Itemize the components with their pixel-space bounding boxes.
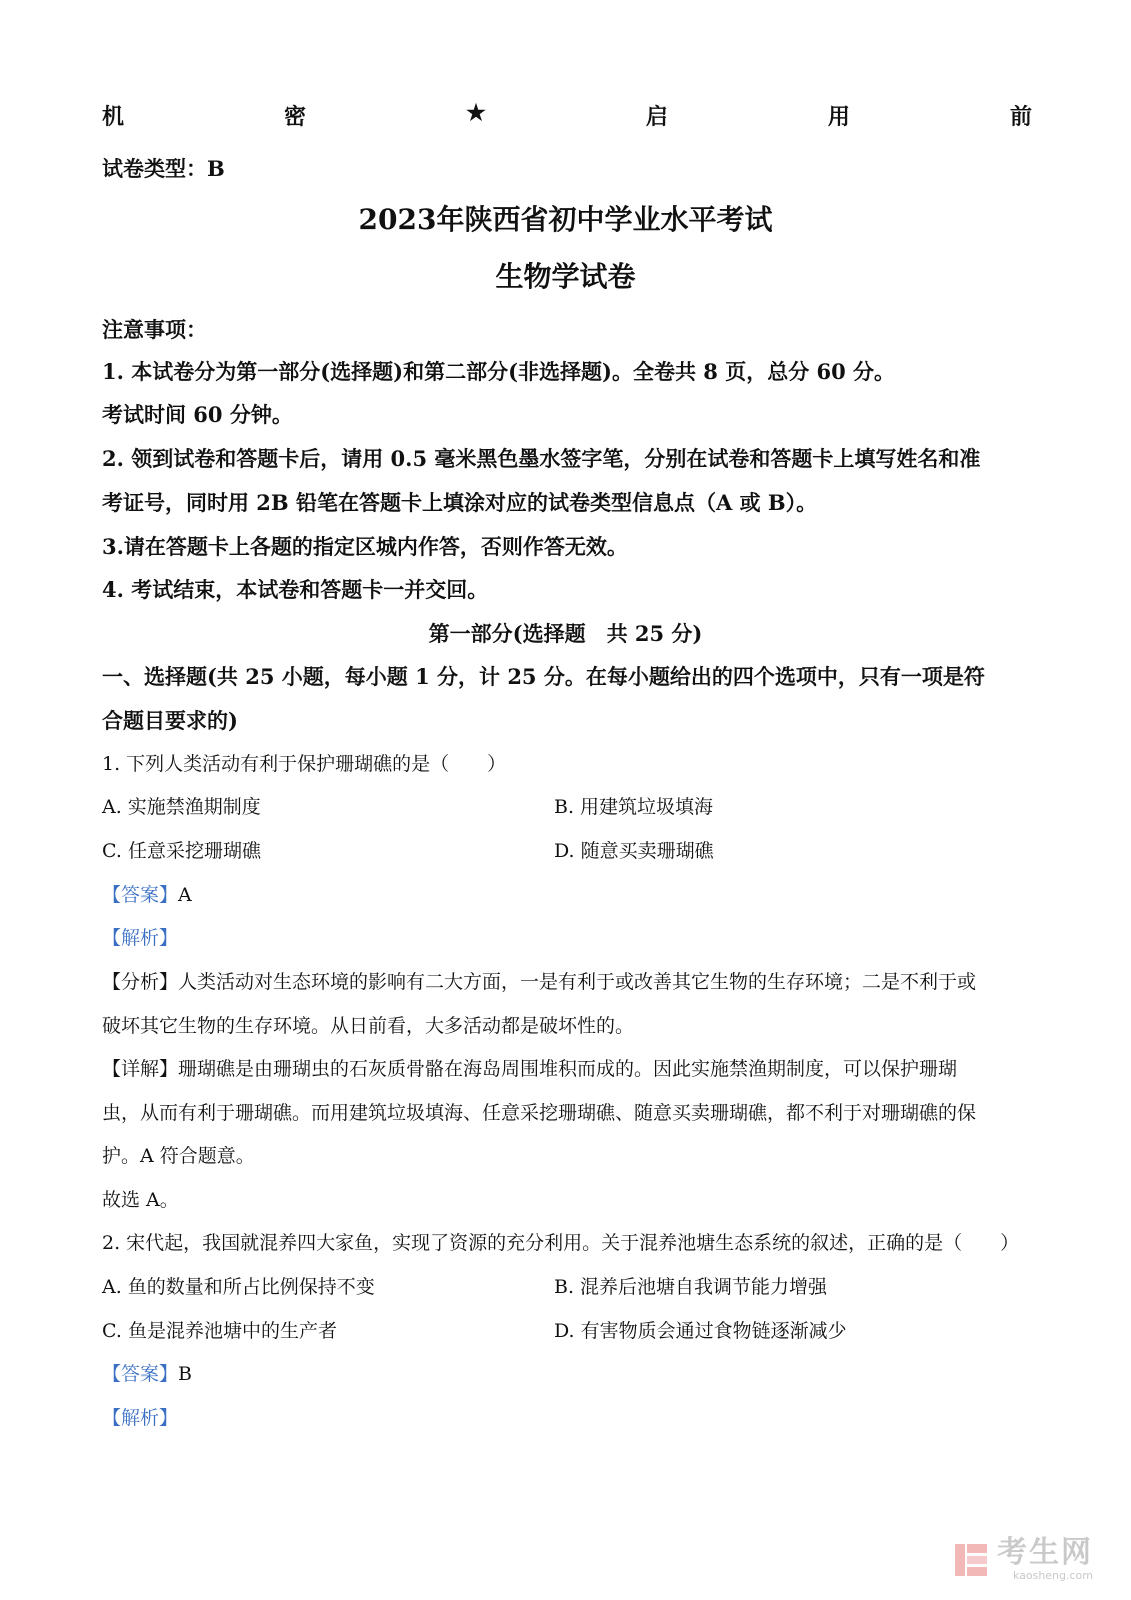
question-stem: 1. 下列人类活动有利于保护珊瑚礁的是（ ） [102,753,507,775]
confidential-header [102,100,1032,131]
note-line: 2. 领到试卷和答题卡后，请用 0.5 毫米黑色墨水签字笔，分别在试卷和答题卡上填写姓名和准 [102,446,981,471]
detail-line: 虫，从而有利于珊瑚礁。而用建筑垃圾填海、任意采挖珊瑚礁、随意买卖珊瑚礁，都不利于对珊瑚礁的保 [102,1102,977,1124]
note-line: 1. 本试卷分为第一部分(选择题)和第二部分(非选择题)。全卷共 8 页，总分 60 分。 [102,359,896,384]
option-d: D. 随意买卖珊瑚礁 [554,840,714,862]
question-stem: 2. 宋代起，我国就混养四大家鱼，实现了资源的充分利用。关于混养池塘生态系统的叙述，正确的是（ ） [102,1232,1020,1254]
confidential-char: 机 [102,104,125,130]
option-a: A. 鱼的数量和所占比例保持不变 [102,1276,375,1298]
confidential-char: 前 [1009,104,1032,130]
section-instruction: 合题目要求的) [102,708,238,733]
watermark-name: 考生网 [997,1535,1093,1570]
note-line: 考试时间 60 分钟。 [102,402,293,427]
subject-title: 生物学试卷 [495,260,636,293]
section-title: 第一部分(选择题 共 25 分) [428,621,703,646]
note-line: 考证号，同时用 2B 铅笔在答题卡上填涂对应的试卷类型信息点（A 或 B）。 [102,490,818,515]
analysis-tag: 【解析】 [102,927,179,949]
answer-tag: 【答案】 [102,884,179,906]
detail-line: 【详解】珊瑚礁是由珊瑚虫的石灰质骨骼在海岛周围堆积而成的。因此实施禁渔期制度，可以保护珊瑚 [102,1058,958,1080]
analysis-line: 【分析】人类活动对生态环境的影响有二大方面，一是有利于或改善其它生物的生存环境；二是不利于或 [102,971,977,993]
notes-heading: 注意事项： [102,317,207,342]
option-c: C. 任意采挖珊瑚礁 [102,840,261,862]
note-line: 3.请在答题卡上各题的指定区城内作答，否则作答无效。 [102,534,628,559]
confidential-char: 密 [284,104,307,130]
answer-value: A [178,884,192,906]
star-icon: ★ [466,100,486,126]
detail-line: 护。A 符合题意。 [102,1145,255,1167]
conclusion-line: 故选 A。 [102,1189,179,1211]
paper-type: 试卷类型：B [102,156,225,181]
section-instruction: 一、选择题(共 25 小题，每小题 1 分，计 25 分。在每小题给出的四个选项中，只有一项是符 [102,664,985,689]
answer-line [102,880,192,907]
option-d: D. 有害物质会通过食物链逐渐减少 [554,1320,847,1342]
option-c: C. 鱼是混养池塘中的生产者 [102,1320,337,1342]
option-b: B. 混养后池塘自我调节能力增强 [554,1276,828,1298]
answer-line [102,1359,192,1386]
analysis-line: 破坏其它生物的生存环境。从日前看，大多活动都是破坏性的。 [102,1015,635,1037]
confidential-char: 用 [827,104,850,130]
watermark-url: kaosheng.com [1012,1569,1093,1582]
note-line: 4. 考试结束，本试卷和答题卡一并交回。 [102,577,489,602]
watermark [953,1535,1093,1582]
option-a: A. 实施禁渔期制度 [102,796,261,818]
confidential-char: 启 [645,104,668,130]
analysis-tag: 【解析】 [102,1407,179,1429]
kaosheng-logo-icon [953,1540,989,1580]
option-b: B. 用建筑垃圾填海 [554,796,714,818]
answer-tag: 【答案】 [102,1363,179,1385]
answer-value: B [178,1363,192,1385]
exam-title: 2023年陕西省初中学业水平考试 [358,203,773,236]
